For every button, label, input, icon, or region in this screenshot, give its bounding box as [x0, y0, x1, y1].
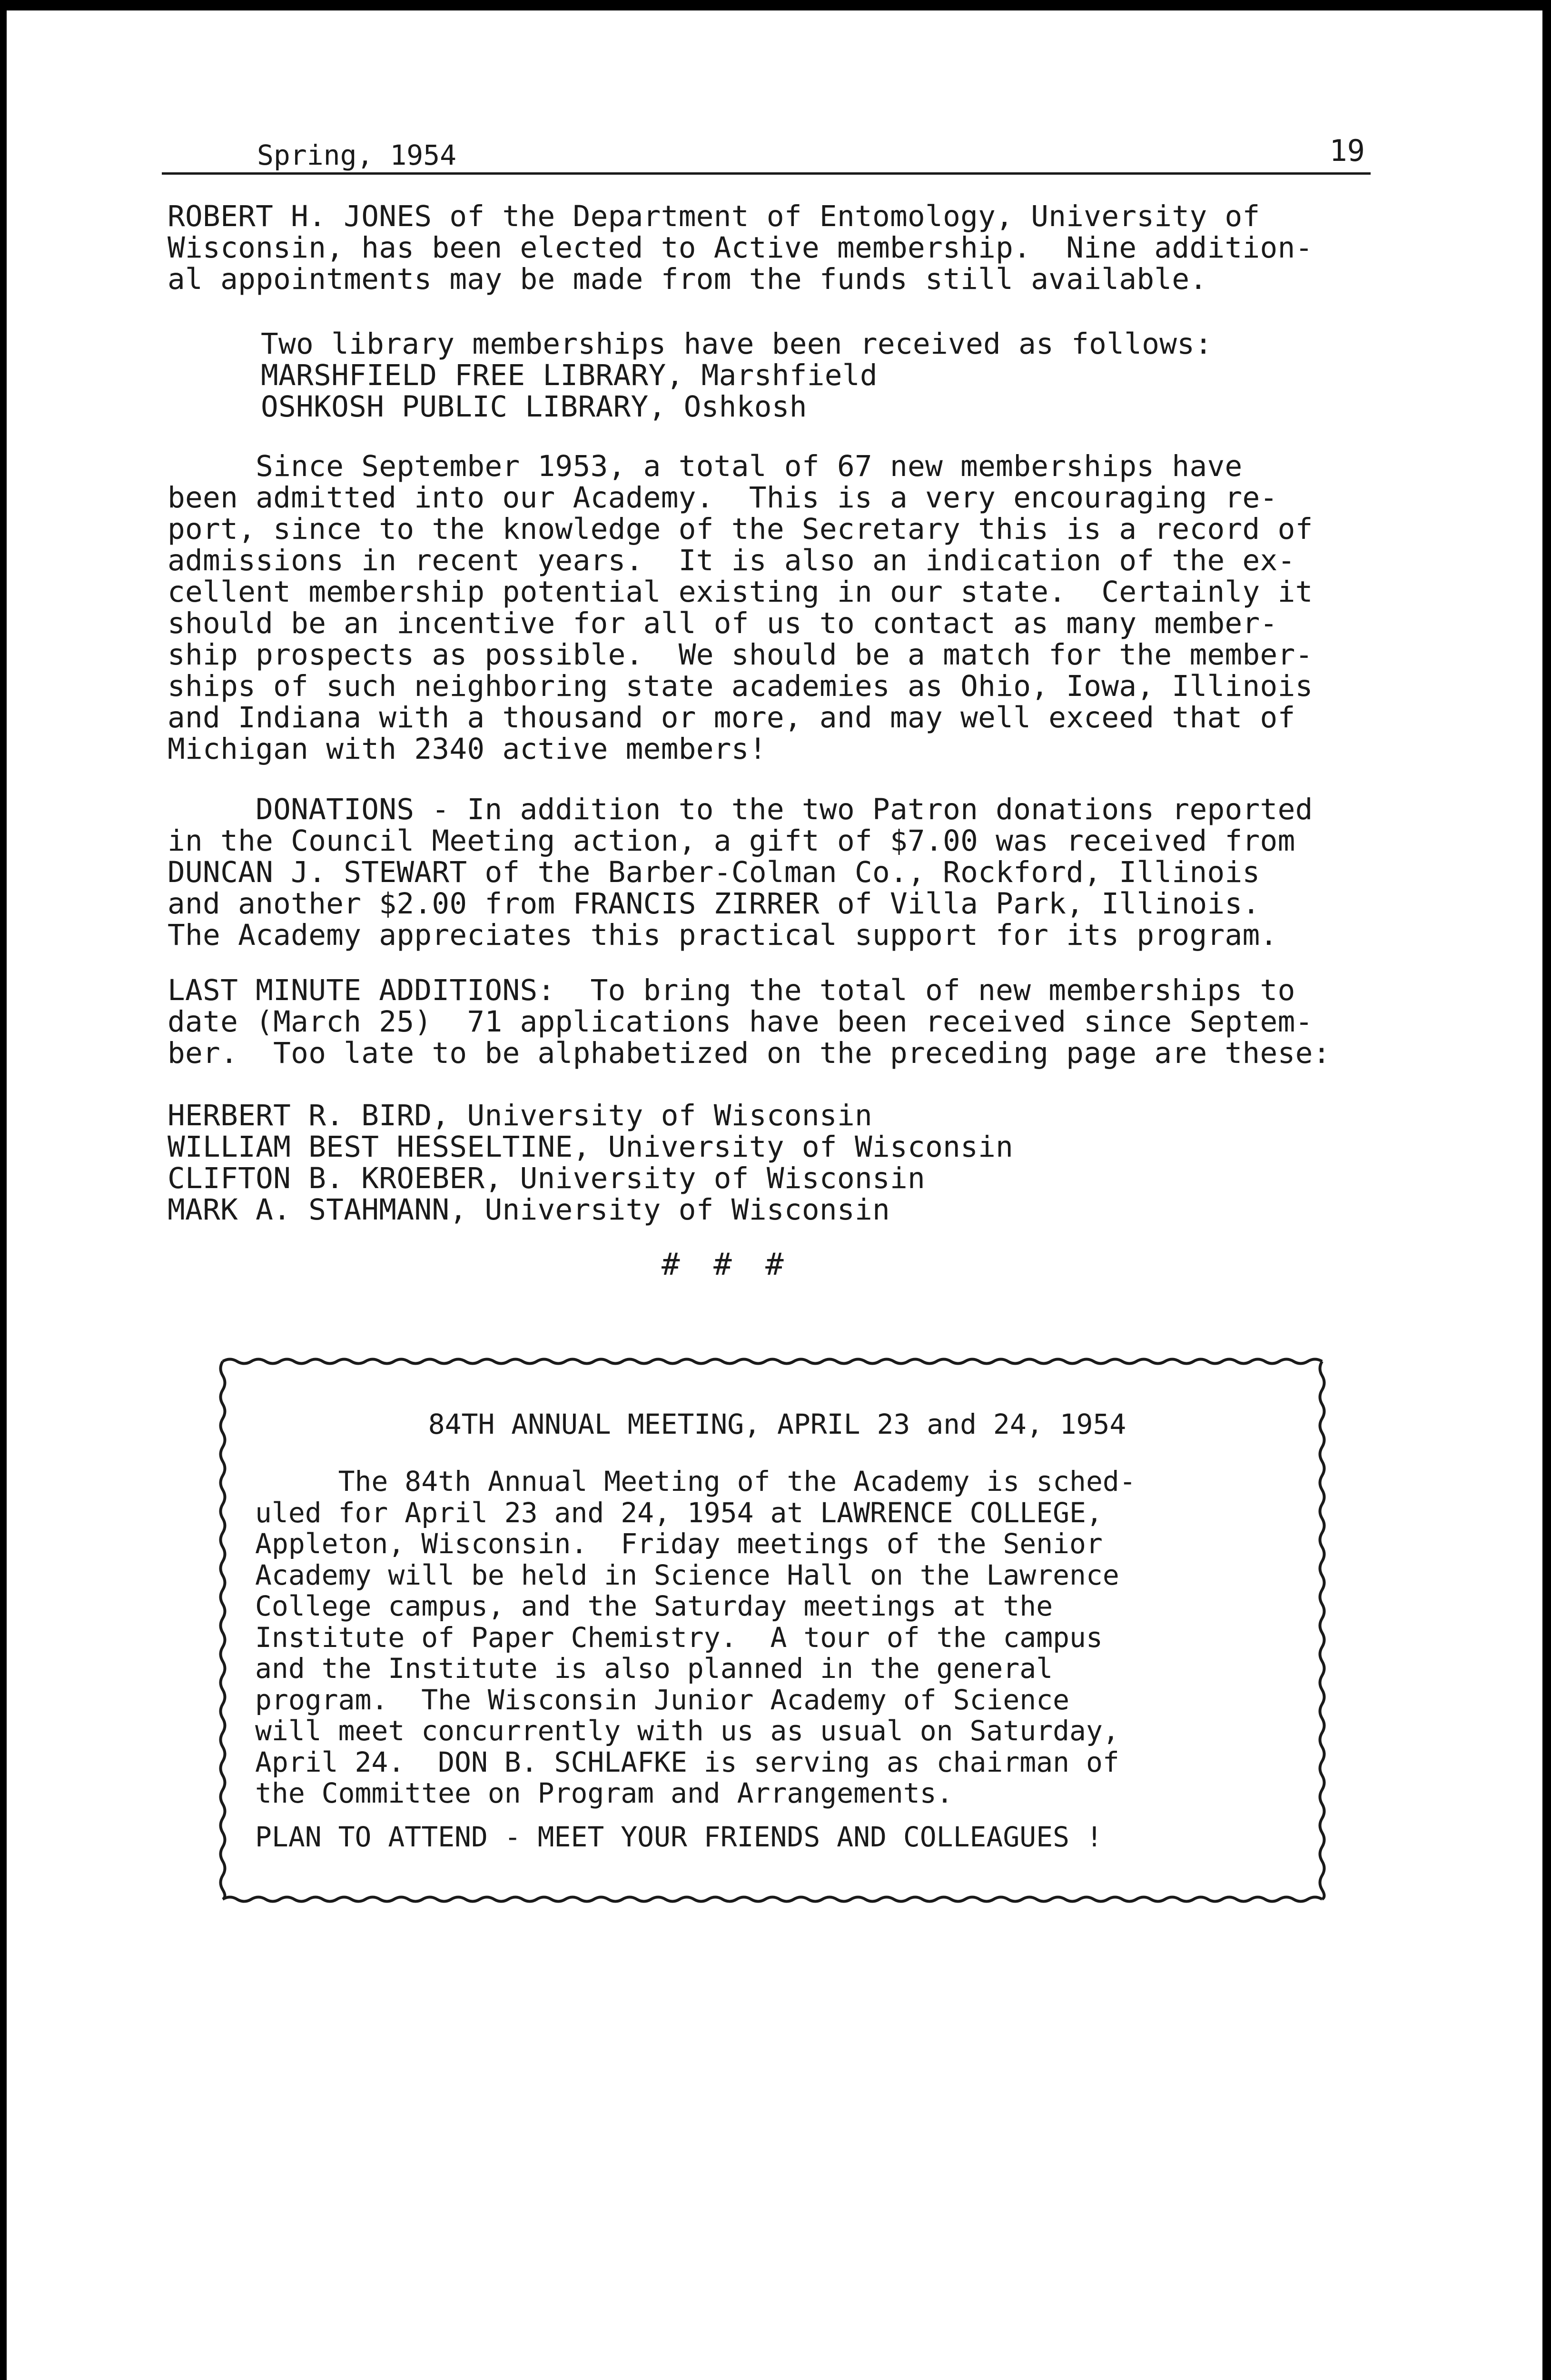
scan-border-right	[1542, 0, 1551, 2380]
page-header	[162, 133, 1371, 175]
meeting-title: 84TH ANNUAL MEETING, APRIL 23 and 24, 1954	[428, 1408, 1126, 1440]
page-number: 19	[1329, 133, 1365, 168]
paragraph-new-member: ROBERT H. JONES of the Department of Entomology, University of Wisconsin, has been elected to Active membership. Nine addition- al appointments may be made from the funds still available.	[168, 199, 1313, 296]
annual-meeting-notice-box	[213, 1352, 1332, 1909]
meeting-description: The 84th Annual Meeting of the Academy is sched- uled for April 23 and 24, 1954 at LAWRENCE COLLEGE, Appleton, Wisconsin. Friday meetings of the Senior Academy will be held in Science Hall on the Lawrence College campus, and the Saturday meetings at the Institute of Paper Chemistry. A tour of the campus and the Institute is also planned in the general program. The Wisconsin Junior Academy of Science will meet concurrently with us as usual on Saturday, April 24. DON B. SCHLAFKE is serving as chairman of the Committee on Program and Arrangements.	[255, 1465, 1136, 1809]
scan-border-left	[0, 0, 7, 2380]
paragraph-library-memberships: Two library memberships have been received as follows: MARSHFIELD FREE LIBRARY, Marshfield OSHKOSH PUBLIC LIBRARY, Oshkosh	[261, 327, 1213, 424]
meeting-call-to-action: PLAN TO ATTEND - MEET YOUR FRIENDS AND COLLEAGUES !	[255, 1821, 1103, 1853]
new-members-list: HERBERT R. BIRD, University of Wisconsin WILLIAM BEST HESSELTINE, University of Wisconsin CLIFTON B. KROEBER, University of Wisconsin MARK A. STAHMANN, University of Wisconsin	[168, 1099, 1014, 1227]
running-head: Spring, 1954	[257, 139, 457, 171]
section-break-marks: # # #	[662, 1247, 791, 1282]
paragraph-last-minute-additions: LAST MINUTE ADDITIONS: To bring the total of new memberships to date (March 25) 71 applications have been received since Septem- ber. Too late to be alphabetized on the preceding page are these:	[168, 973, 1331, 1070]
paragraph-membership-growth: Since September 1953, a total of 67 new memberships have been admitted into our Academy. This is a very encouraging re- port, since to the knowledge of the Secretary this is a record of admissions in recent years. It is also an indication of the ex- cellent membership potential existing in our state. Certainly it should be an incentive for all of us to contact as many member- ship prospects as possible. We should be a match for the member- ships of such neighboring state academies as Ohio, Iowa, Illinois and Indiana with a thousand or more, and may well exceed that of Michigan with 2340 active members!	[168, 449, 1313, 766]
paragraph-donations: DONATIONS - In addition to the two Patron donations reported in the Council Meeting action, a gift of $7.00 was received from DUNCAN J. STEWART of the Barber-Colman Co., Rockford, Illinois and another $2.00 from FRANCIS ZIRRER of Villa Park, Illinois. The Academy appreciates this practical support for its program.	[168, 793, 1313, 952]
scan-border-top	[0, 0, 1551, 10]
